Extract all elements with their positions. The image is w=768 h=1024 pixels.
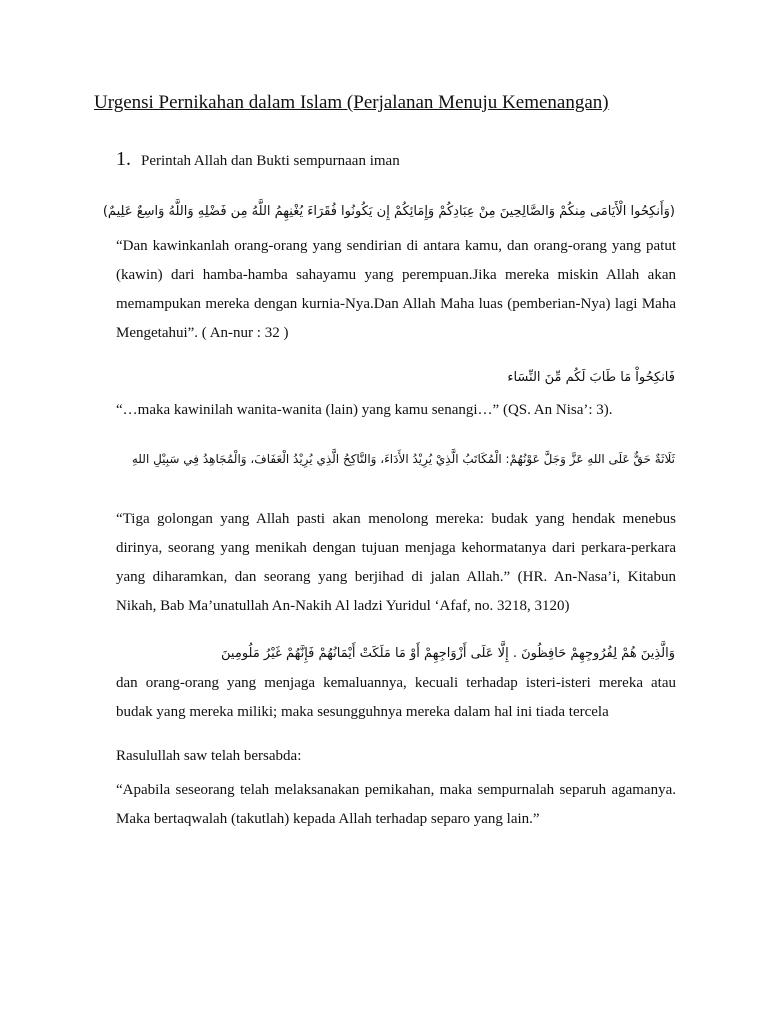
section-number: 1.: [116, 148, 131, 170]
translation-al-muminun: dan orang-orang yang menjaga kemaluannya, kecuali terhadap isteri-isteri mereka atau budak yang mereka miliki; maka sesungguhnya mereka dalam hal ini tiada tercela: [116, 675, 676, 720]
arabic-hadith-three-groups: ثَلَاثَةٌ حَقٌّ عَلَى اللهِ عَزَّ وَجَلَّ عَوْنُهُمْ: الْمُكَاتَبُ الَّذِيْ يُرِيْدُ الأَدَاءَ، وَالنَّاكِحُ الَّذِي يُرِيْدُ الْعَفَافَ، وَالْمُجَاهِدُ فِي سَبِيْلِ اللهِ: [131, 452, 675, 466]
document-title: Urgensi Pernikahan dalam Islam (Perjalanan Menuju Kemenangan): [94, 92, 609, 113]
arabic-verse-an-nur: (وَأَنكِحُوا الْأَيَامَى مِنكُمْ وَالصَّالِحِينَ مِنْ عِبَادِكُمْ وَإِمَائِكُمْ إِن يَكُونُوا فُقَرَاءَ يُغْنِهِمُ اللَّهُ مِن فَضْلِهِ وَاللَّهُ وَاسِعٌ عَلِيمٌ): [102, 204, 675, 219]
arabic-verse-al-muminun: وَالَّذِينَ هُمْ لِفُرُوجِهِمْ حَافِظُونَ . إِلَّا عَلَى أَزْوَاجِهِمْ أَوْ مَا مَلَكَتْ أَيْمَانُهُمْ فَإِنَّهُمْ غَيْرُ مَلُومِينَ: [221, 646, 675, 661]
hadith-intro: Rasulullah saw telah bersabda:: [116, 748, 302, 764]
hadith-text: “Apabila seseorang telah melaksanakan pemikahan, maka sempurnalah separuh agamanya. Maka bertaqwalah (takutlah) kepada Allah terhadap separo yang lain.”: [116, 782, 676, 827]
translation-hadith-three-groups: “Tiga golongan yang Allah pasti akan menolong mereka: budak yang hendak menebus dirinya, seorang yang menikah dengan tujuan menjaga kehormatanya dari perkara-perkara yang diharamkan, dan seorang yang berjihad di jalan Allah.” (HR. An-Nasa’i, Kitabun Nikah, Bab Ma’unatullah An-Nakih Al ladzi Yuridul ‘Afaf, no. 3218, 3120): [116, 511, 676, 614]
translation-an-nisa: “…maka kawinilah wanita-wanita (lain) yang kamu senangi…” (QS. An Nisa’: 3).: [116, 402, 613, 418]
section-heading: [116, 148, 400, 171]
arabic-verse-an-nisa: فَانكِحُواْ مَا طَابَ لَكُم مِّنَ النِّسَاء: [507, 370, 675, 385]
section-title: Perintah Allah dan Bukti sempurnaan iman: [141, 153, 400, 169]
translation-an-nur: “Dan kawinkanlah orang-orang yang sendirian di antara kamu, dan orang-orang yang patut (kawin) dari hamba-hamba sahayamu yang perempuan.Jika mereka miskin Allah akan memampukan mereka dengan kurnia-Nya.Dan Allah Maha luas (pemberian-Nya) lagi Maha Mengetahui”. ( An-nur : 32 ): [116, 238, 676, 341]
